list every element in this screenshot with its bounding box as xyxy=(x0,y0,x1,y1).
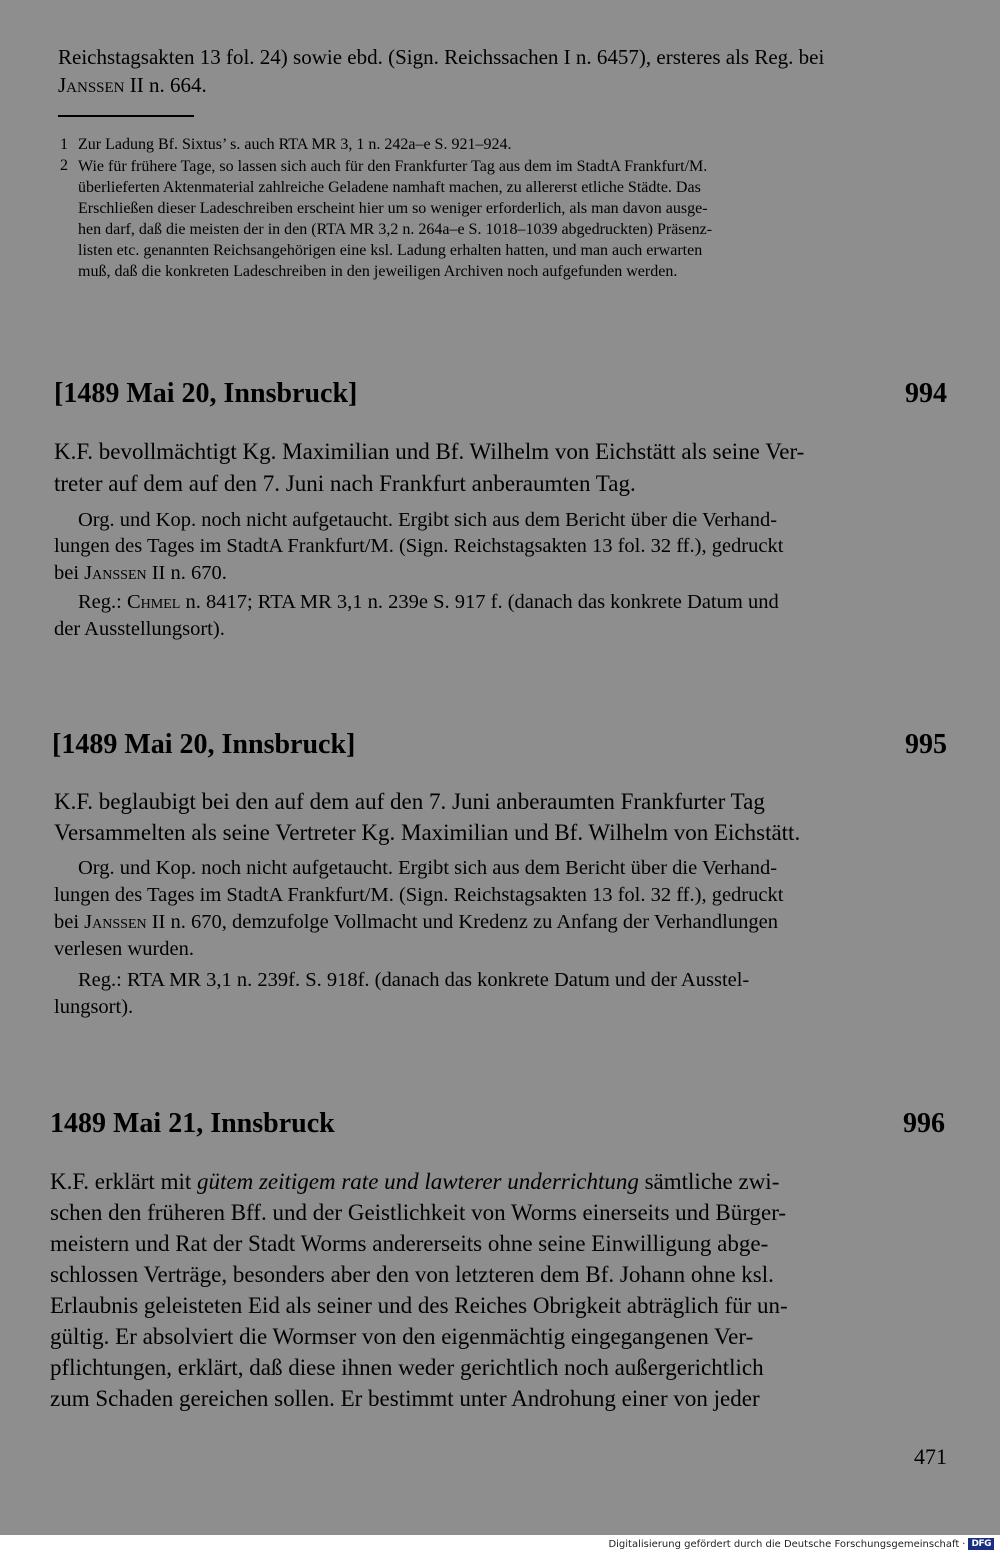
regest-line: meistern und Rat der Stadt Worms andererseits ohne seine Einwilligung abge- xyxy=(50,1231,769,1256)
source-line: Reg.: RTA MR 3,1 n. 239f. S. 918f. (danach das konkrete Datum und der Ausstel- xyxy=(78,969,750,991)
entry-number: 995 xyxy=(905,729,947,760)
footnote-2-line: muß, daß die konkreten Ladeschreiben in den jeweiligen Archiven noch aufgefunden werden. xyxy=(78,263,678,280)
source-line: Org. und Kop. noch nicht aufgetaucht. Ergibt sich aus dem Bericht über die Verhand- xyxy=(78,509,778,531)
regest-line: K.F. erklärt mit gütem zeitigem rate und lawterer underrichtung sämtliche zwi- xyxy=(50,1169,780,1194)
footnote-2-line: überlieferten Aktenmaterial zahlreiche Geladene namhaft machen, zu allererst etliche Städte. Das xyxy=(78,179,701,196)
entry-number: 994 xyxy=(905,378,947,409)
author-janssen: Janssen xyxy=(58,73,125,97)
footnote-marker-1: 1 xyxy=(60,136,68,153)
source-line: lungen des Tages im StadtA Frankfurt/M. (Sign. Reichstagsakten 13 fol. 32 ff.), gedruckt xyxy=(54,535,784,557)
source-line: bei Janssen II n. 670. xyxy=(54,562,227,584)
dfg-logo-icon: DFG xyxy=(968,1538,994,1550)
regest-line: gültig. Er absolviert die Wormser von den eigenmächtig eingegangenen Ver- xyxy=(50,1324,754,1349)
entry-heading: [1489 Mai 20, Innsbruck] xyxy=(54,378,358,409)
regest-line: K.F. bevollmächtigt Kg. Maximilian und Bf. Wilhelm von Eichstätt als seine Ver- xyxy=(54,439,805,464)
regest-line: zum Schaden gereichen sollen. Er bestimmt unter Androhung einer von jeder xyxy=(50,1386,760,1411)
entry-heading: [1489 Mai 20, Innsbruck] xyxy=(52,729,356,760)
page-number: 471 xyxy=(914,1444,947,1469)
source-line: Org. und Kop. noch nicht aufgetaucht. Ergibt sich aus dem Bericht über die Verhand- xyxy=(78,857,778,879)
quoted-source-text: gütem zeitigem rate und lawterer underrichtung xyxy=(197,1169,639,1194)
footnote-2-line: listen etc. genannten Reichsangehörigen eine ksl. Ladung erhalten hatten, und man auch erwarten xyxy=(78,242,703,259)
regest-line: K.F. beglaubigt bei den auf dem auf den 7. Juni anberaumten Frankfurter Tag xyxy=(54,789,765,814)
author-name: Chmel xyxy=(126,591,181,613)
regest-line: Erlaubnis geleisteten Eid als seiner und des Reiches Obrigkeit abträglich für un- xyxy=(50,1293,788,1318)
footnote-marker-2: 2 xyxy=(60,157,68,174)
continuation-line-2: Janssen II n. 664. xyxy=(58,73,207,97)
source-line: lungen des Tages im StadtA Frankfurt/M. (Sign. Reichstagsakten 13 fol. 32 ff.), gedruckt xyxy=(54,884,784,906)
entry-heading: 1489 Mai 21, Innsbruck xyxy=(50,1108,335,1139)
entry-number: 996 xyxy=(903,1108,945,1139)
source-line: der Ausstellungsort). xyxy=(54,618,225,640)
footnote-1-line: Zur Ladung Bf. Sixtus’ s. auch RTA MR 3, 1 n. 242a–e S. 921–924. xyxy=(78,136,512,153)
footnote-2-line: hen darf, daß die meisten der in den (RTA MR 3,2 n. 264a–e S. 1018–1039 abgedruckten) Präsenz- xyxy=(78,221,713,238)
source-line: Reg.: Chmel n. 8417; RTA MR 3,1 n. 239e S. 917 f. (danach das konkrete Datum und xyxy=(78,591,779,613)
regest-line: treter auf dem auf den 7. Juni nach Frankfurt anberaumten Tag. xyxy=(54,471,636,496)
source-line: verlesen wurden. xyxy=(54,938,195,960)
author-name: Janssen xyxy=(84,562,147,584)
footnote-2-line: Wie für frühere Tage, so lassen sich auch für den Frankfurter Tag aus dem im StadtA Frankfurt/M. xyxy=(78,158,708,175)
digitization-note: Digitalisierung gefördert durch die Deutsche Forschungsgemeinschaft xyxy=(608,1538,960,1550)
footnote-2-line: Erschließen dieser Ladeschreiben erscheint hier um so weniger erforderlich, als man davon ausge- xyxy=(78,200,708,217)
regest-line: pflichtungen, erklärt, daß diese ihnen weder gerichtlich noch außergerichtlich xyxy=(50,1355,764,1380)
regest-line: Versammelten als seine Vertreter Kg. Maximilian und Bf. Wilhelm von Eichstätt. xyxy=(54,820,801,845)
author-name: Janssen xyxy=(84,911,147,933)
digitization-footer: Digitalisierung gefördert durch die Deutsche Forschungsgemeinschaft · DFG xyxy=(0,1535,1000,1556)
regest-line: schlossen Verträge, besonders aber den von letzteren dem Bf. Johann ohne ksl. xyxy=(50,1262,774,1287)
continuation-line-1: Reichstagsakten 13 fol. 24) sowie ebd. (Sign. Reichssachen I n. 6457), ersteres als Reg. bei xyxy=(58,45,825,69)
source-line: bei Janssen II n. 670, demzufolge Vollmacht und Kredenz zu Anfang der Verhandlungen xyxy=(54,911,778,933)
regest-line: schen den früheren Bff. und der Geistlichkeit von Worms einerseits und Bürger- xyxy=(50,1200,787,1225)
source-line: lungsort). xyxy=(54,996,134,1018)
footnote-separator xyxy=(58,115,194,117)
